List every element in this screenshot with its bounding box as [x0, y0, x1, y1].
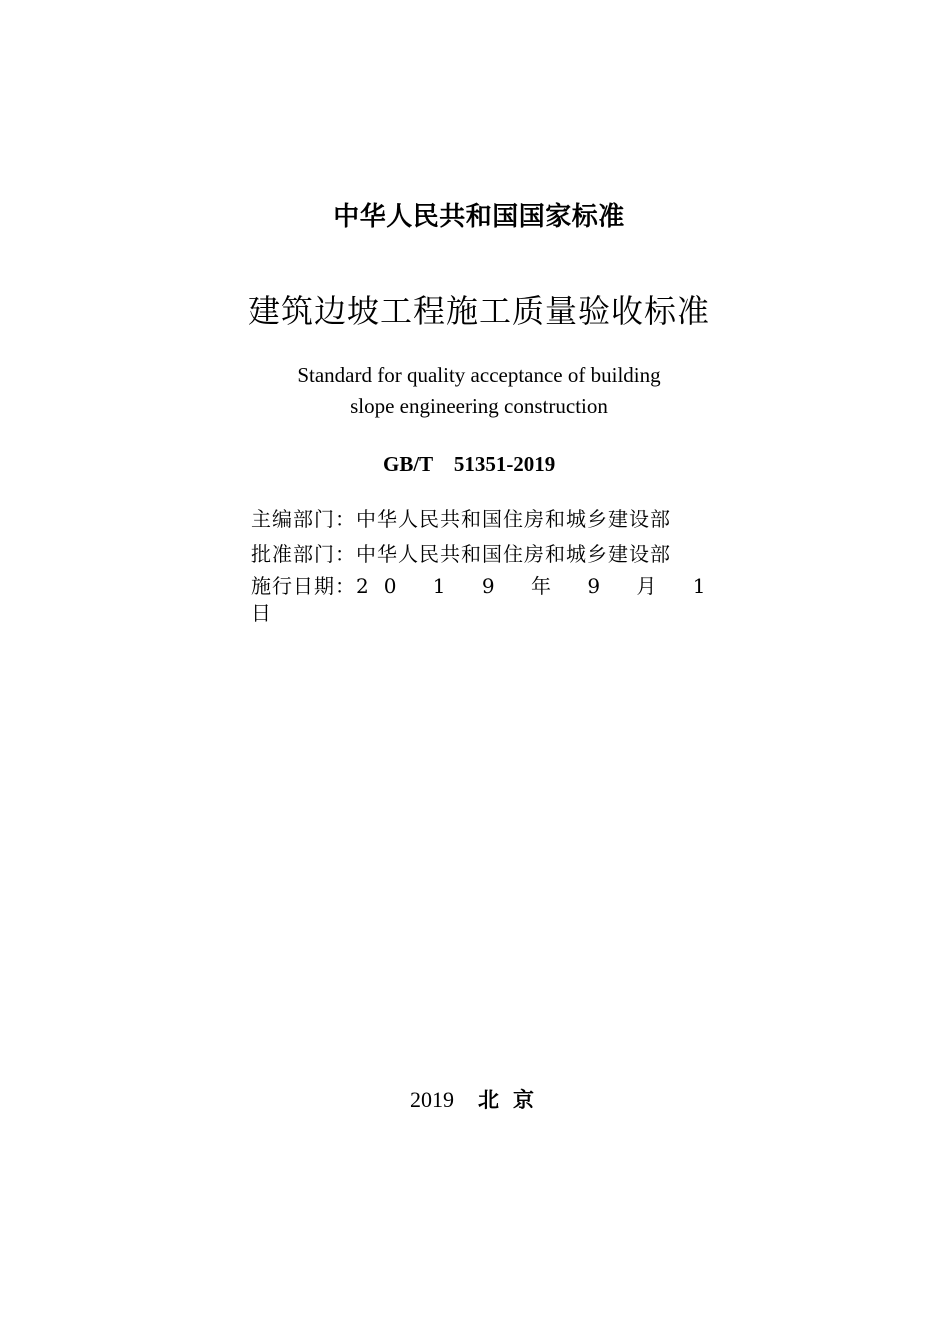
standard-code-number: 51351-2019 [453, 452, 556, 476]
editor-department [251, 503, 671, 532]
standard-code-prefix: GB/T [383, 452, 433, 476]
publication-place: 北京 [478, 1088, 548, 1112]
title-chinese: 建筑边坡工程施工质量验收标准 [247, 292, 710, 330]
effective-label: 施行日期： [251, 574, 356, 598]
editor-label: 主编部门： [251, 507, 356, 531]
approver-department [251, 538, 671, 567]
publication-footer [410, 1084, 548, 1114]
approver-value: 中华人民共和国住房和城乡建设部 [356, 542, 671, 566]
national-standard-heading: 中华人民共和国国家标准 [333, 202, 625, 232]
effective-value: 20 1 9 年 9 月 1 日 [251, 574, 721, 625]
effective-date [251, 573, 721, 627]
approver-label: 批准部门： [251, 542, 356, 566]
title-english-line-2: slope engineering construction [350, 394, 608, 418]
title-english [0, 360, 950, 422]
title-english-line-1: Standard for quality acceptance of building [297, 363, 661, 387]
editor-value: 中华人民共和国住房和城乡建设部 [356, 507, 671, 531]
publication-year: 2019 [410, 1087, 454, 1112]
standard-code [383, 452, 555, 477]
